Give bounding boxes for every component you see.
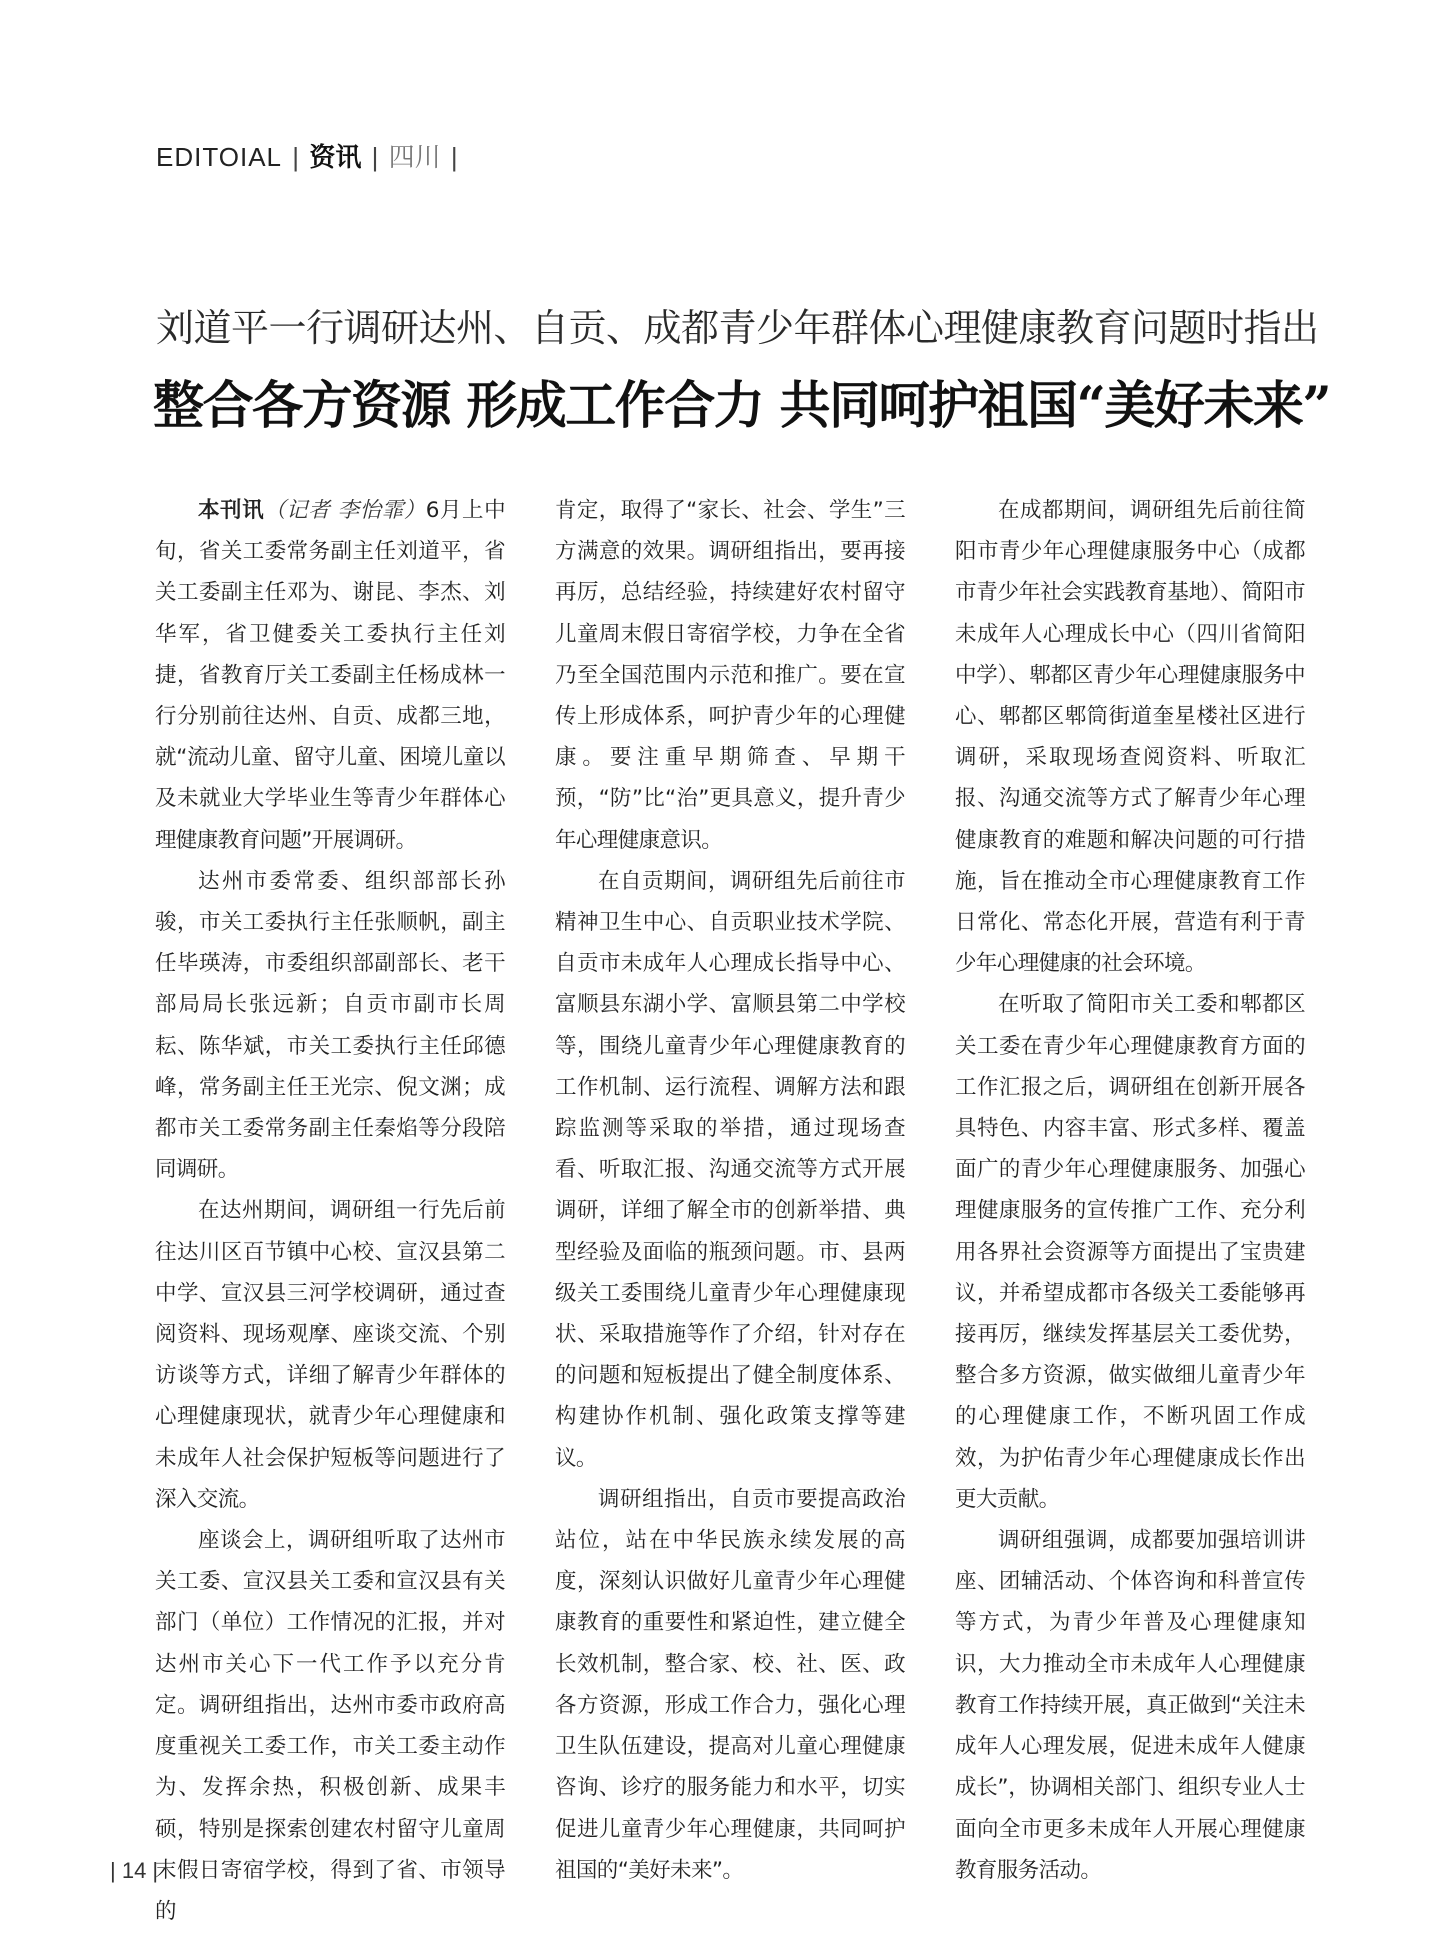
- paragraph: 座谈会上，调研组听取了达州市关工委、宣汉县关工委和宣汉县有关部门（单位）工作情况的汇报，并对达州市关心下一代工作予以充分肯定。调研组指出，达州市委市政府高度重视关工委工作，市关工委主动作为、发挥余热，积极创新、成果丰硕，特别是探索创建农村留守儿童周末假日寄宿学校，得到了省、市领导的: [155, 1528, 505, 1924]
- paragraph: 达州市委常委、组织部部长孙骏，市关工委执行主任张顺帆，副主任毕瑛涛，市委组织部副部长、老干部局局长张远新；自贡市副市长周耘、陈华斌，市关工委执行主任邱德峰，常务副主任王光宗、倪文渊；成都市关工委常务副主任秦焰等分段陪同调研。: [155, 868, 505, 1183]
- article-column-3: [955, 490, 1305, 1891]
- paragraph: 调研组强调，成都要加强培训讲座、团辅活动、个体咨询和科普宣传等方式，为青少年普及心理健康知识，大力推动全市未成年人心理健康教育工作持续开展，真正做到“关注未成年人心理发展，促进未成年人健康成长”，协调相关部门、组织专业人士面向全市更多未成年人开展心理健康教育服务活动。: [955, 1528, 1305, 1883]
- header-separator: |: [292, 142, 300, 172]
- paragraph: [155, 490, 505, 861]
- article-title: 整合各方资源 形成工作合力 共同呵护祖国“美好未来”: [153, 376, 1331, 436]
- paragraph: 在成都期间，调研组先后前往简阳市青少年心理健康服务中心（成都市青少年社会实践教育基地）、简阳市未成年人心理成长中心（四川省简阳中学）、郫都区青少年心理健康服务中心、郫都区郫筒街道奎星楼社区进行调研，采取现场查阅资料、听取汇报、沟通交流等方式了解青少年心理健康教育的难题和解决问题的可行措施，旨在推动全市心理健康教育工作日常化、常态化开展，营造有利于青少年心理健康的社会环境。: [955, 498, 1305, 977]
- paragraph-text: 6月上中旬，省关工委常务副主任刘道平，省关工委副主任邓为、谢昆、李杰、刘华军，省卫健委关工委执行主任刘捷，省教育厅关工委副主任杨成林一行分别前往达州、自贡、成都三地，就“流动儿童、留守儿童、困境儿童以及未就业大学毕业生等青少年群体心理健康教育问题”开展调研。: [155, 498, 505, 853]
- section-region: 四川: [388, 143, 441, 173]
- header-separator: |: [371, 142, 379, 172]
- paragraph-continuation: 肯定，取得了“家长、社会、学生”三方满意的效果。调研组指出，要再接再厉，总结经验，持续建好农村留守儿童周末假日寄宿学校，力争在全省乃至全国范围内示范和推广。要在宣传上形成体系，呵护青少年的心理健康。要注重早期筛查、早期干预，“防”比“治”更具意义，提升青少年心理健康意识。: [555, 498, 905, 853]
- paragraph: 调研组指出，自贡市要提高政治站位，站在中华民族永续发展的高度，深刻认识做好儿童青少年心理健康教育的重要性和紧迫性，建立健全长效机制，整合家、校、社、医、政各方资源，形成工作合力，强化心理卫生队伍建设，提高对儿童心理健康咨询、诊疗的服务能力和水平，切实促进儿童青少年心理健康，共同呵护祖国的“美好未来”。: [555, 1486, 905, 1883]
- page-number: | 14 |: [110, 1858, 159, 1883]
- section-category: 资讯: [309, 143, 362, 173]
- section-header: [156, 140, 460, 175]
- paragraph: 在听取了简阳市关工委和郫都区关工委在青少年心理健康教育方面的工作汇报之后，调研组在创新开展各具特色、内容丰富、形式多样、覆盖面广的青少年心理健康服务、加强心理健康服务的宣传推广工作、充分利用各界社会资源等方面提出了宝贵建议，并希望成都市各级关工委能够再接再厉，继续发挥基层关工委优势，整合多方资源，做实做细儿童青少年的心理健康工作，不断巩固工作成效，为护佑青少年心理健康成长作出更大贡献。: [955, 992, 1305, 1512]
- byline: （记者 李怡霏）: [264, 498, 426, 523]
- paragraph: 在达州期间，调研组一行先后前往达川区百节镇中心校、宣汉县第二中学、宣汉县三河学校调研，通过查阅资料、现场观摩、座谈交流、个别访谈等方式，详细了解青少年群体的心理健康现状，就青少年心理健康和未成年人社会保护短板等问题进行了深入交流。: [155, 1198, 505, 1512]
- lead-label: 本刊讯: [198, 498, 265, 523]
- article-subtitle: 刘道平一行调研达州、自贡、成都青少年群体心理健康教育问题时指出: [156, 306, 1319, 350]
- paragraph: 在自贡期间，调研组先后前往市精神卫生中心、自贡职业技术学院、自贡市未成年人心理成长指导中心、富顺县东湖小学、富顺县第二中学校等，围绕儿童青少年心理健康教育的工作机制、运行流程、调解方法和跟踪监测等采取的举措，通过现场查看、听取汇报、沟通交流等方式开展调研，详细了解全市的创新举措、典型经验及面临的瓶颈问题。市、县两级关工委围绕儿童青少年心理健康现状、采取措施等作了介绍，针对存在的问题和短板提出了健全制度体系、构建协作机制、强化政策支撑等建议。: [555, 868, 905, 1471]
- article-column-1: [155, 490, 505, 1932]
- article-column-2: [555, 490, 905, 1891]
- section-label-en: EDITOIAL: [156, 142, 283, 172]
- header-separator: |: [450, 142, 458, 172]
